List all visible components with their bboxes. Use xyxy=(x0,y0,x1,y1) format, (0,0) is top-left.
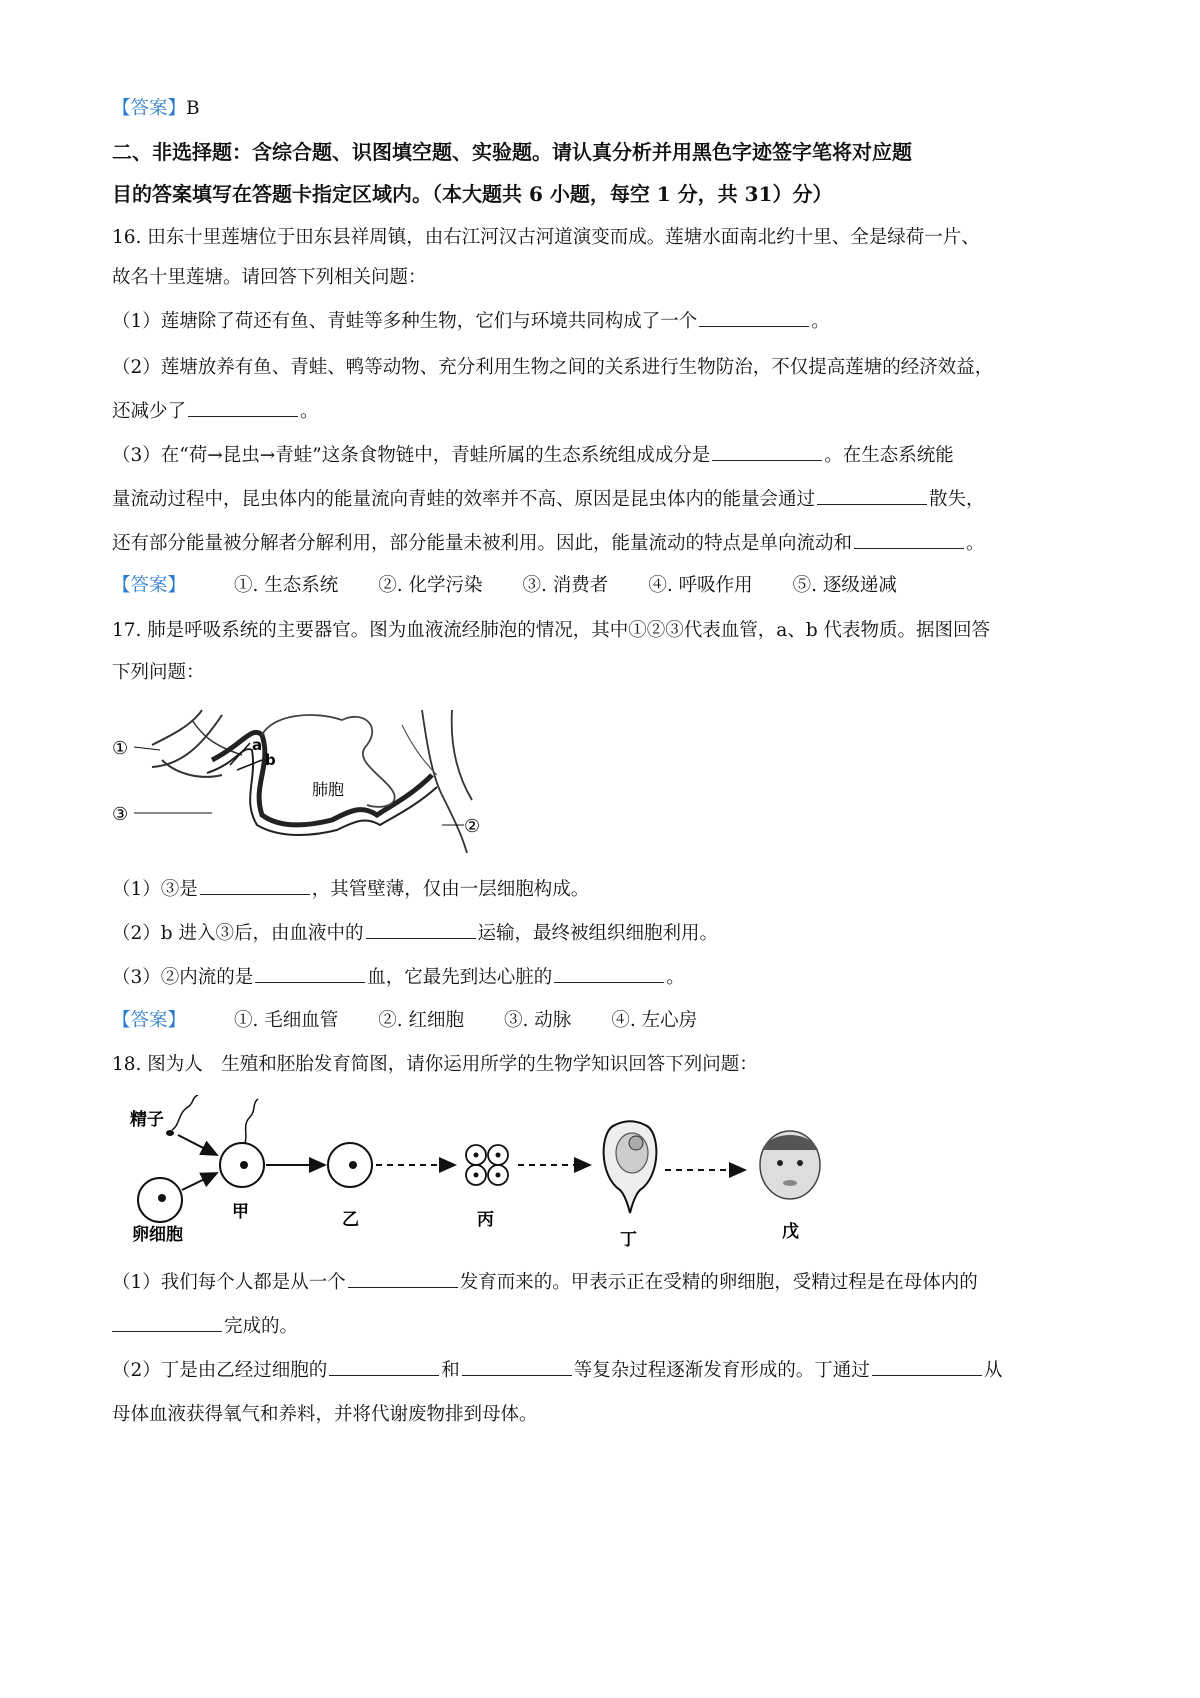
answer-item: ①. 毛细血管 xyxy=(234,1010,339,1031)
q17-stem-line2: 下列问题： xyxy=(112,662,205,683)
embryo-development-diagram xyxy=(120,1095,920,1255)
cleavage-cells-icon xyxy=(466,1145,508,1185)
baby-face-icon xyxy=(760,1131,820,1199)
q18-part1-line1 xyxy=(112,1268,978,1298)
label-ding: 丁 xyxy=(620,1230,637,1250)
q18-p1-text2: 发育而来的。甲表示正在受精的卵细胞，受精过程是在母体内的 xyxy=(459,1272,978,1293)
q17-part3 xyxy=(112,963,685,993)
q16-p3-end: 。 xyxy=(966,533,985,554)
q16-part2-line2 xyxy=(112,397,319,427)
q17-p2-text2: 运输，最终被组织细胞利用。 xyxy=(477,923,719,944)
q16-part3-line3 xyxy=(112,529,985,559)
label-bing: 丙 xyxy=(477,1210,494,1230)
q18-part2-line2: 母体血液获得氧气和养料，并将代谢废物排到母体。 xyxy=(112,1404,538,1425)
answer-blank[interactable] xyxy=(200,876,310,895)
alveolus-diagram xyxy=(112,705,492,855)
q16-p2-text: 还减少了 xyxy=(112,401,187,422)
answer-item: ⑤. 逐级递减 xyxy=(792,575,897,596)
sperm-icon xyxy=(172,1095,198,1130)
answer-item: ②. 红细胞 xyxy=(378,1010,465,1031)
q16-answer xyxy=(112,571,937,601)
answer-blank[interactable] xyxy=(255,964,365,983)
label-yi: 乙 xyxy=(342,1210,359,1230)
answer-blank[interactable] xyxy=(712,442,822,461)
q17-stem-line1: 17. 肺是呼吸系统的主要器官。图为血液流经肺泡的情况，其中①②③代表血管，a、b 代表物质。据图回答 xyxy=(112,620,991,641)
answer-tag: 【答案】 xyxy=(112,98,187,119)
q16-stem-line2: 故名十里莲塘。请回答下列相关问题： xyxy=(112,267,427,288)
q17-p2-text: （2）b 进入③后，由血液中的 xyxy=(112,923,364,944)
label-a: a xyxy=(252,736,263,754)
q16-p3-text2: 。在生态系统能 xyxy=(824,445,954,466)
q16-part3-line2 xyxy=(112,485,985,515)
q17-part1 xyxy=(112,875,589,905)
label-sperm: 精子 xyxy=(130,1110,164,1130)
q15-answer xyxy=(112,94,200,124)
q16-p3-text4: 散失， xyxy=(929,489,985,510)
answer-text: B xyxy=(186,98,200,119)
answer-item: ④. 呼吸作用 xyxy=(648,575,753,596)
q16-part3-line1 xyxy=(112,441,954,471)
q17-part2 xyxy=(112,919,718,949)
answer-blank[interactable] xyxy=(366,920,476,939)
label-wu: 戊 xyxy=(782,1222,799,1242)
q18-p2-and: 和 xyxy=(441,1360,460,1381)
arrow-b xyxy=(237,760,262,770)
answer-item: ②. 化学污染 xyxy=(378,575,483,596)
q16-p1-text: （1）莲塘除了荷还有鱼、青蛙等多种生物，它们与环境共同构成了一个 xyxy=(112,311,698,332)
q18-stem: 18. 图为人 生殖和胚胎发育简图，请你运用所学的生物学知识回答下列问题： xyxy=(112,1054,758,1075)
answer-tag: 【答案】 xyxy=(112,575,187,596)
label-alveolus: 肺胞 xyxy=(312,780,345,799)
q16-part1 xyxy=(112,307,830,337)
answer-blank[interactable] xyxy=(554,964,664,983)
q16-p1-end: 。 xyxy=(811,311,830,332)
q18-p1-end: 完成的。 xyxy=(224,1316,299,1337)
q16-p3-text3: 量流动过程中，昆虫体内的能量流向青蛙的效率并不高、原因是昆虫体内的能量会通过 xyxy=(112,489,816,510)
q18-part1-line2 xyxy=(112,1312,298,1342)
answer-blank[interactable] xyxy=(112,1313,222,1332)
answer-item: ③. 动脉 xyxy=(504,1010,572,1031)
answer-blank[interactable] xyxy=(348,1269,458,1288)
q17-p3-end: 。 xyxy=(666,967,685,988)
answer-tag: 【答案】 xyxy=(112,1010,187,1031)
q17-p1-text: （1）③是 xyxy=(112,879,198,900)
q18-p1-text: （1）我们每个人都是从一个 xyxy=(112,1272,346,1293)
answer-blank[interactable] xyxy=(872,1357,982,1376)
q16-stem-line1: 16. 田东十里莲塘位于田东县祥周镇，由右江河汉古河道演变而成。莲塘水面南北约十里、全是绿荷一片、 xyxy=(112,227,980,248)
answer-item: ④. 左心房 xyxy=(611,1010,698,1031)
q16-p3-text: （3）在“荷→昆虫→青蛙”这条食物链中，青蛙所属的生态系统组成成分是 xyxy=(112,445,711,466)
q17-p3-text: （3）②内流的是 xyxy=(112,967,254,988)
label-b: b xyxy=(265,751,276,769)
answer-blank[interactable] xyxy=(188,398,298,417)
label-vessel-1: ① xyxy=(112,738,129,759)
label-vessel-3: ③ xyxy=(112,804,129,825)
q18-p2-text2: 等复杂过程逐渐发育形成的。丁通过 xyxy=(573,1360,870,1381)
q18-part2-line1 xyxy=(112,1356,1002,1386)
answer-blank[interactable] xyxy=(699,308,809,327)
answer-blank[interactable] xyxy=(462,1357,572,1376)
label-vessel-2: ② xyxy=(464,816,481,837)
q16-p3-text5: 还有部分能量被分解者分解利用，部分能量未被利用。因此，能量流动的特点是单向流动和 xyxy=(112,533,853,554)
q16-part2-line1: （2）莲塘放养有鱼、青蛙、鸭等动物、充分利用生物之间的关系进行生物防治，不仅提高莲塘的经济效益， xyxy=(112,357,994,378)
answer-item: ③. 消费者 xyxy=(522,575,609,596)
answer-blank[interactable] xyxy=(329,1357,439,1376)
section-title-line2: 目的答案填写在答题卡指定区域内。（本大题共 6 小题，每空 1 分，共 31）分） xyxy=(112,182,833,206)
label-jia: 甲 xyxy=(232,1202,249,1222)
label-egg: 卵细胞 xyxy=(132,1225,183,1245)
answer-blank[interactable] xyxy=(817,486,927,505)
answer-blank[interactable] xyxy=(854,530,964,549)
q16-p2-end: 。 xyxy=(300,401,319,422)
q18-p2-text: （2）丁是由乙经过细胞的 xyxy=(112,1360,328,1381)
section-title-line1: 二、非选择题：含综合题、识图填空题、实验题。请认真分析并用黑色字迹签字笔将对应题 xyxy=(112,140,912,164)
answer-item: ①. 生态系统 xyxy=(234,575,339,596)
q17-p3-text2: 血，它最先到达心脏的 xyxy=(367,967,553,988)
q18-p2-from: 从 xyxy=(983,1360,1003,1381)
q17-p1-text2: ，其管壁薄，仅由一层细胞构成。 xyxy=(311,879,590,900)
q17-answer xyxy=(112,1006,737,1036)
fetus-icon xyxy=(604,1121,657,1213)
